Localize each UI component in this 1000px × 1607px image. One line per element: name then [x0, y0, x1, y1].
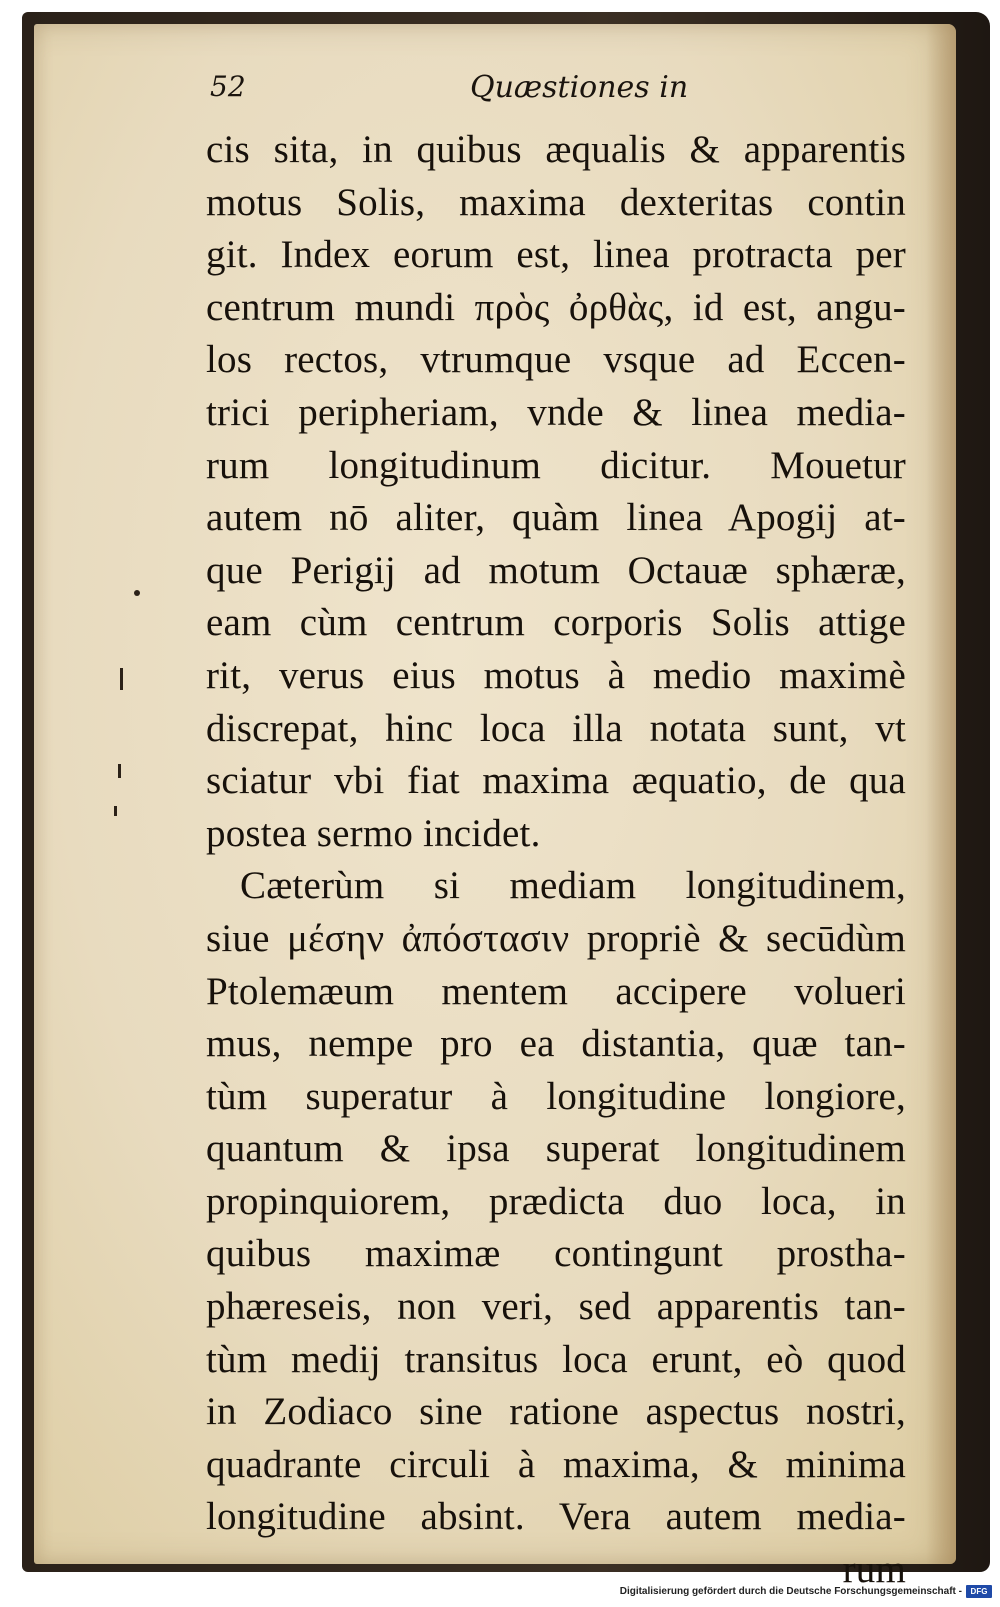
text-line: los rectos, vtrumque vsque ad Eccen- — [206, 338, 906, 382]
text-line: quibus maximæ contingunt prostha- — [206, 1232, 906, 1276]
text-line: propinquiorem, prædicta duo loca, in — [206, 1179, 906, 1223]
text-line: siue μέσην ἀπόστασιν propriè & secūdùm — [206, 916, 906, 960]
page-number: 52 — [210, 70, 246, 103]
text-line: in Zodiaco sine ratione aspectus nostri, — [206, 1390, 906, 1434]
dfg-logo: DFG — [966, 1585, 992, 1598]
margin-mark-tick — [114, 806, 117, 816]
text-line: eam cùm centrum corporis Solis attige — [206, 601, 906, 645]
text-line: trici peripheriam, vnde & linea media- — [206, 390, 906, 434]
margin-mark-tick — [120, 668, 123, 690]
text-line: Ptolemæum mentem accipere volueri — [206, 969, 906, 1013]
catchword: rum — [842, 1548, 906, 1592]
text-line: postea sermo incidet. — [206, 811, 541, 855]
text-line: Cæterùm si mediam longitudinem, — [240, 864, 906, 908]
text-line: tùm medij transitus loca erunt, eò quod — [206, 1337, 906, 1381]
page-header — [210, 70, 910, 110]
text-line: phæreseis, non veri, sed apparentis tan- — [206, 1285, 906, 1329]
text-line: centrum mundi πρὸς ὀρθὰς, id est, angu- — [206, 285, 906, 329]
text-line: motus Solis, maxima dexteritas contin — [206, 180, 906, 224]
page-gutter-shadow — [926, 24, 956, 1564]
text-line: cis sita, in quibus æqualis & apparentis — [206, 128, 906, 171]
text-line: sciatur vbi fiat maxima æquatio, de qua — [206, 759, 906, 803]
text-line: rit, verus eius motus à medio maximè — [206, 653, 906, 697]
text-line: mus, nempe pro ea distantia, quæ tan- — [206, 1022, 906, 1066]
text-line: git. Index eorum est, linea protracta per — [206, 233, 906, 277]
body-text — [206, 124, 906, 1597]
text-line: rum longitudinum dicitur. Mouetur — [206, 443, 906, 487]
text-line: discrepat, hinc loca illa notata sunt, vt — [206, 706, 906, 750]
text-line: tùm superatur à longitudine longiore, — [206, 1074, 906, 1118]
text-line: quantum & ipsa superat longitudinem — [206, 1127, 906, 1171]
text-line: longitudine absint. Vera autem media- — [206, 1495, 906, 1539]
margin-mark-dot — [134, 590, 140, 596]
digitization-credit — [620, 1583, 992, 1599]
text-line: quadrante circuli à maxima, & minima — [206, 1442, 906, 1486]
margin-mark-tick — [118, 764, 121, 778]
running-head: Quæstiones in — [470, 70, 689, 105]
credit-text: Digitalisierung gefördert durch die Deutsche Forschungsgemeinschaft - — [619, 1585, 962, 1597]
text-line: que Perigij ad motum Octauæ sphæræ, — [206, 548, 906, 592]
text-line: autem nō aliter, quàm linea Apogij at- — [206, 496, 906, 540]
